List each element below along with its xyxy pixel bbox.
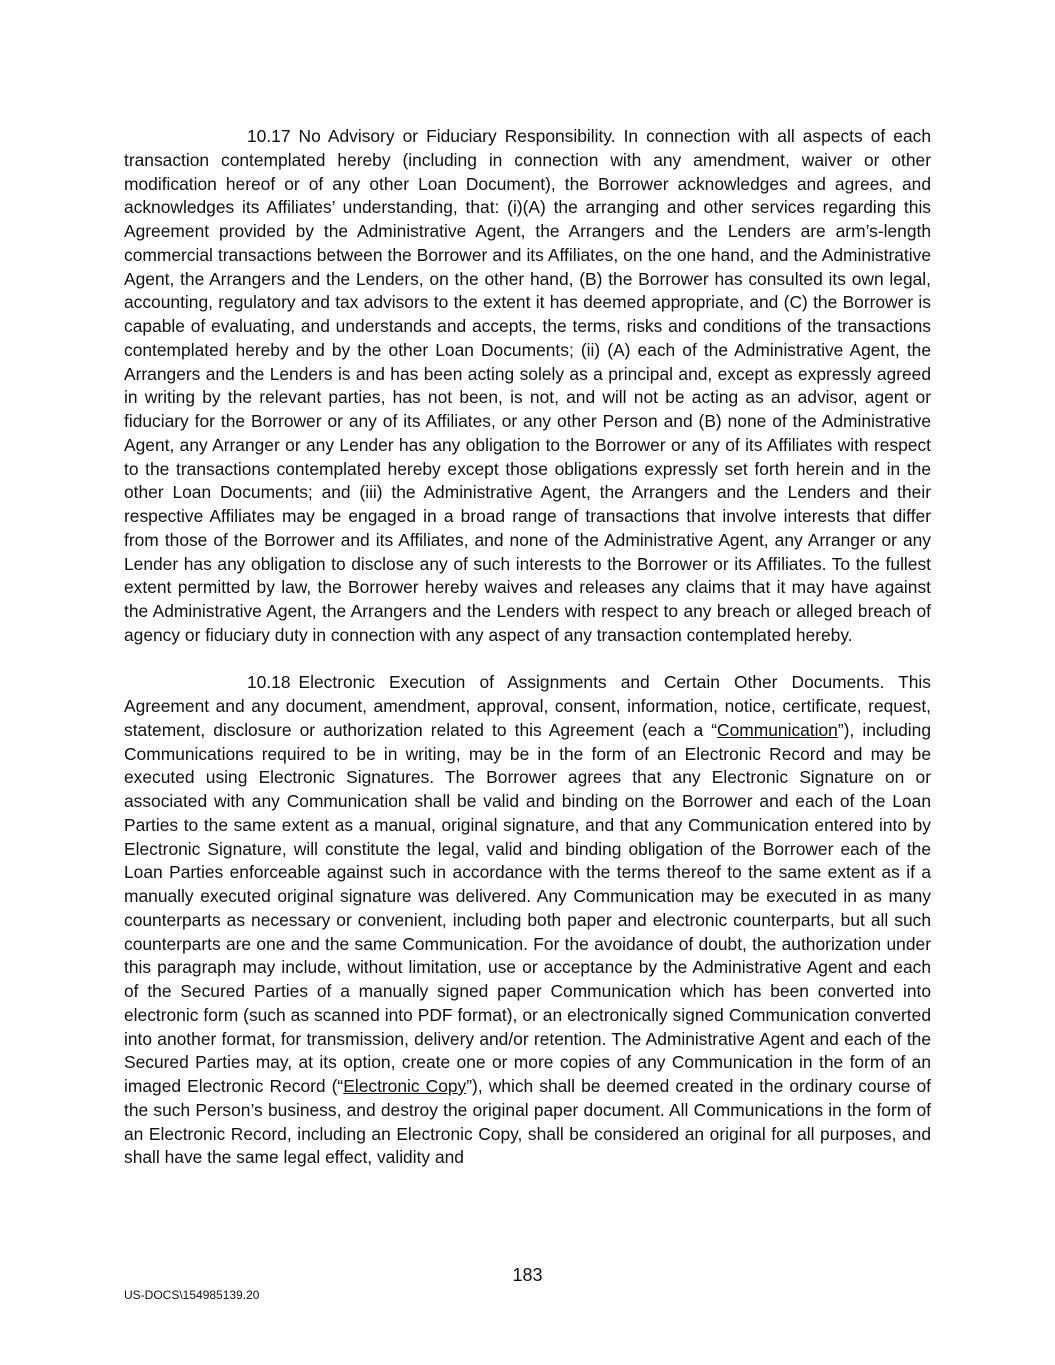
section-10-17 — [124, 125, 931, 648]
section-title: No Advisory or Fiduciary Responsibility. — [298, 126, 616, 146]
defined-term-electronic-copy: Electronic Copy — [343, 1076, 467, 1096]
section-number: 10.17 — [247, 126, 291, 146]
section-body-part: ”), including Communications required to be in writing, may be in the form of an Electronic Record and may be executed using Electronic Signatures. The Borrower agrees that any Electronic Signature on or associated with any Communication shall be valid and binding on the Borrower and each of the Loan Parties to the same extent as a manual, original signature, and that any Communication entered into by Electronic Signature, will constitute the legal, valid and binding obligation of the Borrower each of the Loan Parties enforceable against such in accordance with the terms thereof to the same extent as if a manually executed original signature was delivered. Any Communication may be executed in as many counterparts as necessary or convenient, including both paper and electronic counterparts, but all such counterparts are one and the same Communication. For the avoidance of doubt, the authorization under this paragraph may include, without limitation, use or acceptance by the Administrative Agent and each of the Secured Parties of a manually signed paper Communication which has been converted into electronic form (such as scanned into PDF format), or an electronically signed Communication converted into another format, for transmission, delivery and/or retention. The Administrative Agent and each of the Secured Parties may, at its option, create one or more copies of any Communication in the form of an imaged Electronic Record (“ — [124, 719, 931, 1096]
document-body — [124, 125, 931, 1170]
section-body-part: This Agreement and any document, amendment, approval, consent, information, notice, certificate, request, statement, disclosure or authorization related to this Agreement (each a “ — [124, 672, 931, 740]
section-body: In connection with all aspects of each transaction contemplated hereby (including in connection with any amendment, waiver or other modification hereof or of any other Loan Document), the Borrower acknowledges and agrees, and acknowledges its Affiliates’ understanding, that: (i)(A) the arranging and other services regarding this Agreement provided by the Administrative Agent, the Arrangers and the Lenders are arm’s-length commercial transactions between the Borrower and its Affiliates, on the one hand, and the Administrative Agent, the Arrangers and the Lenders, on the other hand, (B) the Borrower has consulted its own legal, accounting, regulatory and tax advisors to the extent it has deemed appropriate, and (C) the Borrower is capable of evaluating, and understands and accepts, the terms, risks and conditions of the transactions contemplated hereby and by the other Loan Documents; (ii) (A) each of the Administrative Agent, the Arrangers and the Lenders is and has been acting solely as a principal and, except as expressly agreed in writing by the relevant parties, has not been, is not, and will not be acting as an advisor, agent or fiduciary for the Borrower or any of its Affiliates, or any other Person and (B) none of the Administrative Agent, any Arranger or any Lender has any obligation to the Borrower or any of its Affiliates with respect to the transactions contemplated hereby except those obligations expressly set forth herein and in the other Loan Documents; and (iii) the Administrative Agent, the Arrangers and the Lenders and their respective Affiliates may be engaged in a broad range of transactions that involve interests that differ from those of the Borrower and its Affiliates, and none of the Administrative Agent, any Arranger or any Lender has any obligation to disclose any of such interests to the Borrower or its Affiliates. To the fullest extent permitted by law, the Borrower hereby waives and releases any claims that it may have against the Administrative Agent, the Arrangers and the Lenders with respect to any breach or alleged breach of agency or fiduciary duty in connection with any aspect of any transaction contemplated hereby. — [124, 126, 931, 645]
page-number: 183 — [512, 1265, 543, 1285]
section-10-18 — [124, 671, 931, 1170]
document-id: US-DOCS\154985139.20 — [124, 1288, 260, 1302]
section-number: 10.18 — [247, 672, 291, 693]
section-title: Electronic Execution of Assignments and Certain Other Documents. — [298, 672, 885, 693]
defined-term-communication: Communication — [717, 719, 838, 740]
section-body-part: ”), which shall be deemed created in the ordinary course of the such Person’s business, and destroy the original paper document. All Communications in the form of an Electronic Record, including an Electronic Copy, shall be considered an original for all purposes, and shall have the same legal effect, validity and — [124, 1076, 931, 1168]
